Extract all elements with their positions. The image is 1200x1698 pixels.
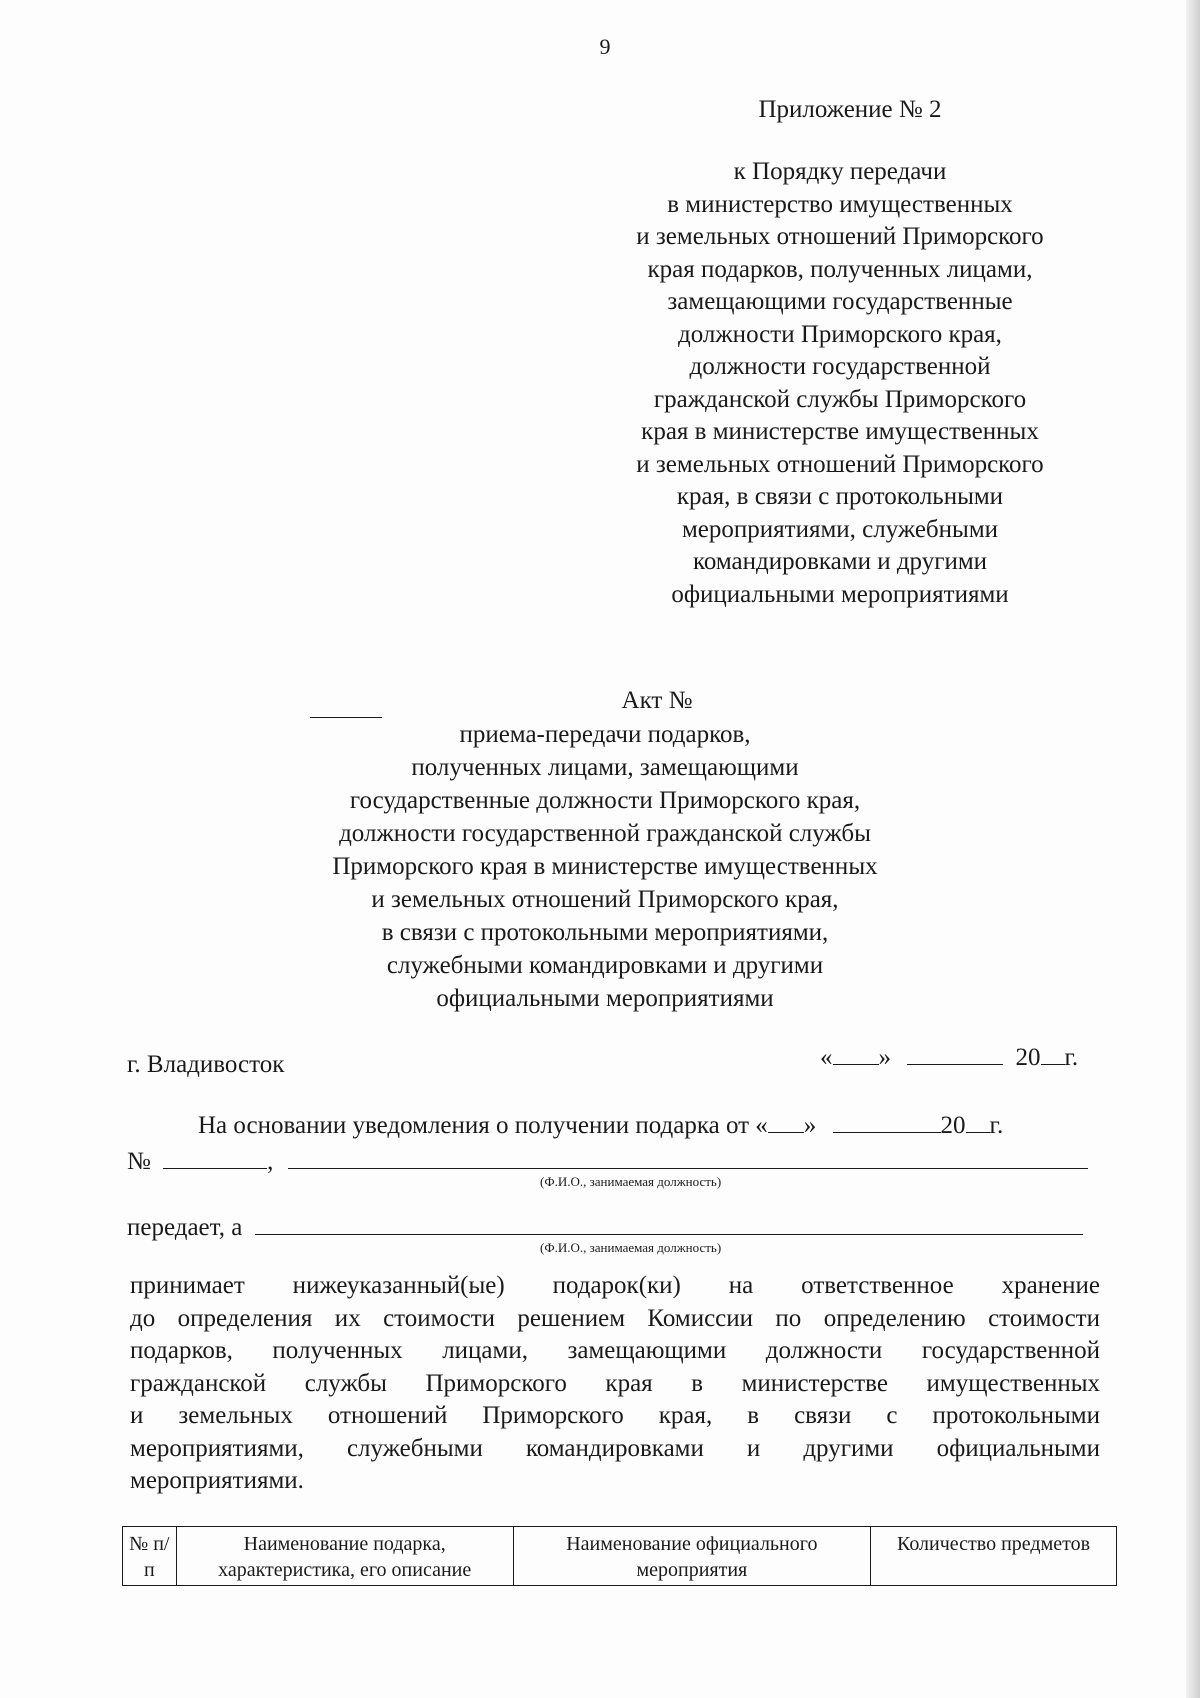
body-line: принимает нижеуказанный(ые) подарок(ки) на ответственное хранение [130,1272,1100,1299]
city-label: г. Владивосток [127,1051,285,1078]
transfer-line [127,1214,1092,1242]
basis-year-prefix: 20 [940,1112,966,1139]
year-prefix: 20 [1015,1044,1041,1071]
act-title: Акт № [621,687,693,714]
notice-number-line [127,1148,1092,1176]
giver-caption: (Ф.И.О., занимаемая должность) [540,1174,722,1189]
basis-text: На основании уведомления о получении подарка от « [198,1112,768,1139]
giver-name-blank[interactable] [288,1168,1088,1169]
date-close-quote: » [878,1044,891,1071]
transfer-label: передает, а [127,1214,243,1241]
day-blank[interactable] [833,1064,879,1065]
act-line: Приморского края в министерстве имущественных [332,853,878,880]
basis-close-quote: » [803,1112,817,1139]
act-number-blank[interactable] [310,717,382,718]
table-header-row [123,1527,1117,1586]
receiver-caption: (Ф.И.О., занимаемая должность) [540,1240,722,1255]
appendix-line: края, в связи с протокольными [676,483,1004,510]
basis-year-suffix: г. [989,1112,1004,1139]
appendix-line: к Порядку передачи [733,158,947,185]
appendix-line: официальными мероприятиями [671,580,1009,608]
body-paragraph [130,1270,1100,1498]
basis-line [198,1112,1003,1140]
number-label: № [127,1148,151,1175]
header-cell-number: № п/п [123,1527,177,1586]
year-suffix: г. [1064,1044,1079,1071]
act-line: официальными мероприятиями [436,985,774,1012]
appendix-line: мероприятиями, служебными [681,515,999,543]
appendix-line: в министерство имущественных [667,190,1013,218]
act-line: в связи с протокольными мероприятиями, [381,919,829,946]
receiver-name-blank[interactable] [255,1234,1083,1235]
body-line: гражданской службы Приморского края в министерстве имущественных [130,1369,1100,1397]
basis-year-blank[interactable] [966,1132,990,1133]
appendix-line: замещающими государственные [667,288,1013,315]
scan-edge-shadow [1186,0,1200,1698]
appendix-line: командировками и другими [692,548,988,575]
body-line: и земельных отношений Приморского края, в связи с протокольными [130,1402,1100,1429]
act-title-line [304,684,1010,718]
date-open-quote: « [820,1044,833,1071]
appendix-line: края в министерстве имущественных [641,418,1039,445]
year-blank[interactable] [1041,1064,1065,1065]
act-heading [200,684,1010,1015]
page-number: 9 [599,34,611,59]
basis-day-blank[interactable] [768,1132,804,1133]
appendix-line: гражданской службы Приморского [653,385,1027,413]
appendix-line: и земельных отношений Приморского [636,450,1044,478]
header-cell-event-name: Наименование официального мероприятия [513,1527,870,1586]
body-line: мероприятиями. [130,1467,304,1494]
act-line: государственные должности Приморского края, [349,787,861,814]
body-line: мероприятиями, служебными командировками и другими официальными [130,1434,1100,1462]
header-cell-gift-name: Наименование подарка, характеристика, его описание [176,1527,513,1586]
gifts-table [122,1526,1117,1586]
appendix-title: Приложение № 2 [758,96,942,123]
appendix-line: должности Приморского края, [678,320,1002,348]
appendix-line: должности государственной [689,353,991,380]
act-line: служебными командировками и другими [386,952,824,979]
notice-number-blank[interactable] [163,1168,267,1169]
basis-month-blank[interactable] [833,1132,941,1133]
appendix-line: края подарков, полученных лицами, [647,255,1033,283]
act-line: должности государственной гражданской службы [339,820,871,847]
header-cell-quantity: Количество предметов [871,1527,1117,1586]
body-line: до определения их стоимости решением Комиссии по определению стоимости [130,1304,1100,1332]
act-line: полученных лицами, замещающими [411,754,799,781]
appendix-reference [600,156,1080,611]
act-date [820,1044,1078,1072]
month-blank[interactable] [907,1064,1003,1065]
appendix-line: и земельных отношений Приморского [636,223,1044,250]
act-line: приема-передачи подарков, [459,721,751,748]
body-line: подарков, полученных лицами, замещающими должности государственной [130,1337,1100,1364]
act-line: и земельных отношений Приморского края, [371,886,839,913]
number-comma: , [267,1148,274,1175]
